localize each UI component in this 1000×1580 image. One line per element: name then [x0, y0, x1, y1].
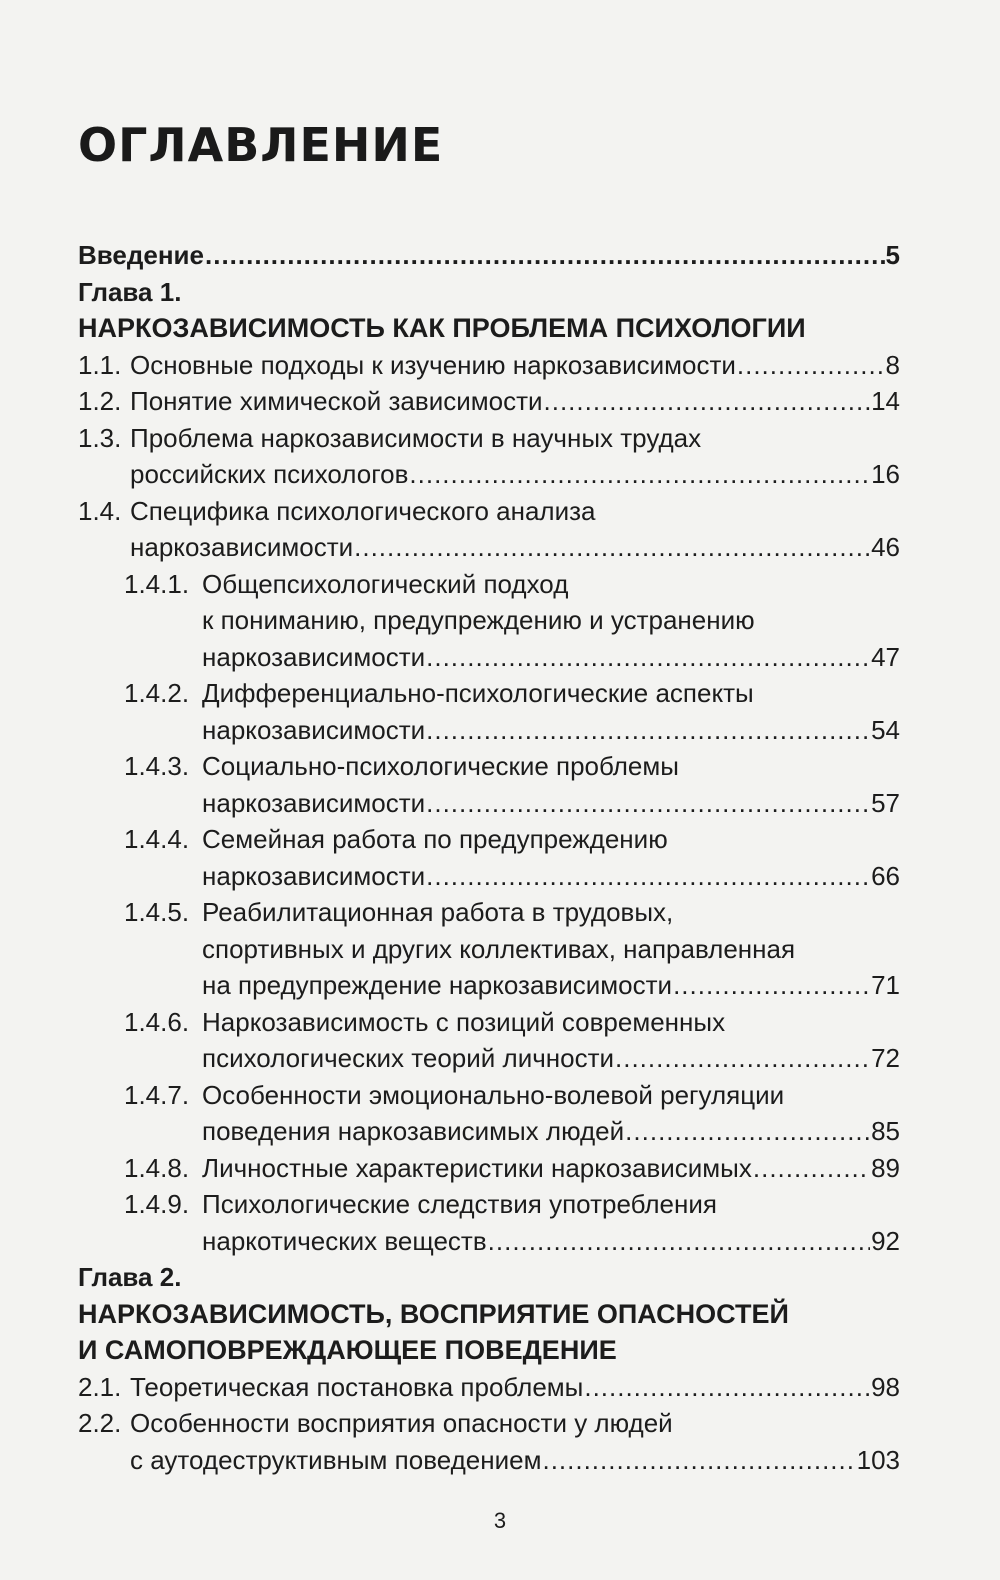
leader-dots — [753, 1150, 870, 1187]
toc-entry-1-4-5[interactable]: 1.4.5. Реабилитационная работа в трудовых, — [78, 894, 900, 931]
page-title: ОГЛАВЛЕНИЕ — [78, 118, 444, 172]
toc-entry-2-1[interactable]: 2.1. Теоретическая постановка проблемы ..... 98 — [78, 1369, 900, 1406]
leader-dots — [426, 858, 870, 895]
section-number: 2.1. — [78, 1371, 122, 1402]
chapter-1-heading[interactable]: НАРКОЗАВИСИМОСТЬ КАК ПРОБЛЕМА ПСИХОЛОГИИ — [78, 313, 806, 343]
toc-page-number: 54 — [871, 714, 900, 745]
table-of-contents — [78, 237, 900, 1478]
leader-dots — [544, 383, 871, 420]
leader-dots — [426, 639, 870, 676]
section-number: 1.2. — [78, 386, 122, 416]
toc-page-number: 47 — [871, 641, 900, 672]
toc-page-number: 85 — [871, 1116, 900, 1146]
toc-entry-1-4-9[interactable]: 1.4.9. Психологические следствия употребления — [78, 1186, 900, 1223]
toc-entry-label: Введение — [78, 240, 204, 270]
section-number: 1.4.4. — [124, 824, 190, 854]
toc-page-number: 16 — [871, 459, 900, 489]
leader-dots — [205, 237, 885, 274]
toc-entry-1-1[interactable]: 1.1. Основные подходы к изучению наркозависимости ..... 8 — [78, 347, 900, 384]
toc-entry-1-4-cont[interactable]: наркозависимости ..... 46 — [78, 529, 900, 566]
toc-entry-2-2-cont[interactable]: с аутодеструктивным поведением ..... 103 — [78, 1442, 900, 1479]
toc-entry-1-4-4-cont[interactable]: наркозависимости ..... 66 — [78, 858, 900, 895]
section-number: 1.4.5. — [124, 897, 190, 927]
toc-entry-1-4-6-cont[interactable]: психологических теорий личности ..... 72 — [78, 1040, 900, 1077]
leader-dots — [615, 1040, 870, 1077]
toc-entry-1-4-2-cont[interactable]: наркозависимости ..... 54 — [78, 712, 900, 749]
toc-page-number: 72 — [871, 1043, 900, 1073]
section-number: 1.4.7. — [124, 1079, 190, 1110]
toc-page-number: 92 — [871, 1225, 900, 1256]
toc-entry-1-4-1[interactable]: 1.4.1. Общепсихологический подход — [78, 566, 900, 603]
section-number: 1.3. — [78, 422, 122, 453]
toc-page-number: 14 — [871, 386, 900, 416]
toc-entry-1-3-cont[interactable]: российских психологов ..... 16 — [78, 456, 900, 493]
section-number: 1.4.3. — [124, 751, 190, 781]
toc-entry-1-3[interactable]: 1.3. Проблема наркозависимости в научных трудах — [78, 420, 900, 457]
toc-page-number: 98 — [871, 1371, 900, 1402]
toc-page-number: 5 — [885, 240, 900, 270]
toc-entry-1-4-9-cont[interactable]: наркотических веществ ..... 92 — [78, 1223, 900, 1260]
toc-entry-1-4-2[interactable]: 1.4.2. Дифференциально-психологические аспекты — [78, 675, 900, 712]
toc-page-number: 89 — [871, 1152, 900, 1183]
leader-dots — [426, 712, 870, 749]
toc-entry-1-4-1-cont[interactable]: к пониманию, предупреждению и устранению — [202, 605, 755, 635]
section-number: 1.4.9. — [124, 1189, 190, 1219]
leader-dots — [542, 1442, 855, 1479]
toc-entry-1-4-7[interactable]: 1.4.7. Особенности эмоционально-волевой регуляции — [78, 1077, 900, 1114]
section-number: 1.4.1. — [124, 568, 190, 599]
leader-dots — [584, 1369, 870, 1406]
chapter-2-heading-cont[interactable]: И САМОПОВРЕЖДАЮЩЕЕ ПОВЕДЕНИЕ — [78, 1335, 617, 1365]
toc-entry-1-4[interactable]: 1.4. Специфика психологического анализа — [78, 493, 900, 530]
toc-entry-1-4-6[interactable]: 1.4.6. Наркозависимость с позиций современных — [78, 1004, 900, 1041]
chapter-2-heading[interactable]: НАРКОЗАВИСИМОСТЬ, ВОСПРИЯТИЕ ОПАСНОСТЕЙ — [78, 1298, 789, 1329]
toc-page-number: 8 — [885, 349, 900, 380]
toc-entry-1-4-7-cont[interactable]: поведения наркозависимых людей ..... 85 — [78, 1113, 900, 1150]
toc-entry-1-4-5-cont2[interactable]: на предупреждение наркозависимости ..... 71 — [78, 967, 900, 1004]
toc-entry-1-4-1-cont2[interactable]: наркозависимости ..... 47 — [78, 639, 900, 676]
toc-entry-intro[interactable] — [78, 237, 900, 274]
section-number: 1.1. — [78, 349, 122, 380]
page-number-footer: 3 — [493, 1508, 507, 1533]
leader-dots — [354, 529, 870, 566]
toc-page-number: 57 — [871, 787, 900, 818]
toc-entry-1-4-4[interactable]: 1.4.4. Семейная работа по предупреждению — [78, 821, 900, 858]
leader-dots — [426, 785, 870, 822]
toc-page-number: 46 — [871, 532, 900, 562]
leader-dots — [625, 1113, 870, 1150]
leader-dots — [673, 967, 870, 1004]
toc-entry-1-4-3[interactable]: 1.4.3. Социально-психологические проблемы — [78, 748, 900, 785]
toc-page-number: 71 — [871, 970, 900, 1000]
section-number: 1.4.8. — [124, 1152, 190, 1183]
section-number: 2.2. — [78, 1408, 122, 1438]
leader-dots — [409, 456, 870, 493]
section-number: 1.4.2. — [124, 678, 190, 708]
section-number: 1.4.6. — [124, 1006, 190, 1037]
toc-page-number: 66 — [871, 860, 900, 891]
toc-entry-1-2[interactable]: 1.2. Понятие химической зависимости ..... 14 — [78, 383, 900, 420]
toc-page-number: 103 — [856, 1444, 900, 1475]
toc-entry-1-4-8[interactable]: 1.4.8. Личностные характеристики наркозависимых ..... 89 — [78, 1150, 900, 1187]
toc-entry-1-4-5-cont[interactable]: спортивных и других коллективах, направленная — [202, 933, 796, 964]
leader-dots — [488, 1223, 870, 1260]
toc-entry-2-2[interactable]: 2.2. Особенности восприятия опасности у людей — [78, 1405, 900, 1442]
section-number: 1.4. — [78, 495, 122, 526]
toc-entry-1-4-3-cont[interactable]: наркозависимости ..... 57 — [78, 785, 900, 822]
chapter-1-label: Глава 1. — [78, 276, 182, 307]
leader-dots — [737, 347, 885, 384]
chapter-2-label: Глава 2. — [78, 1262, 182, 1292]
